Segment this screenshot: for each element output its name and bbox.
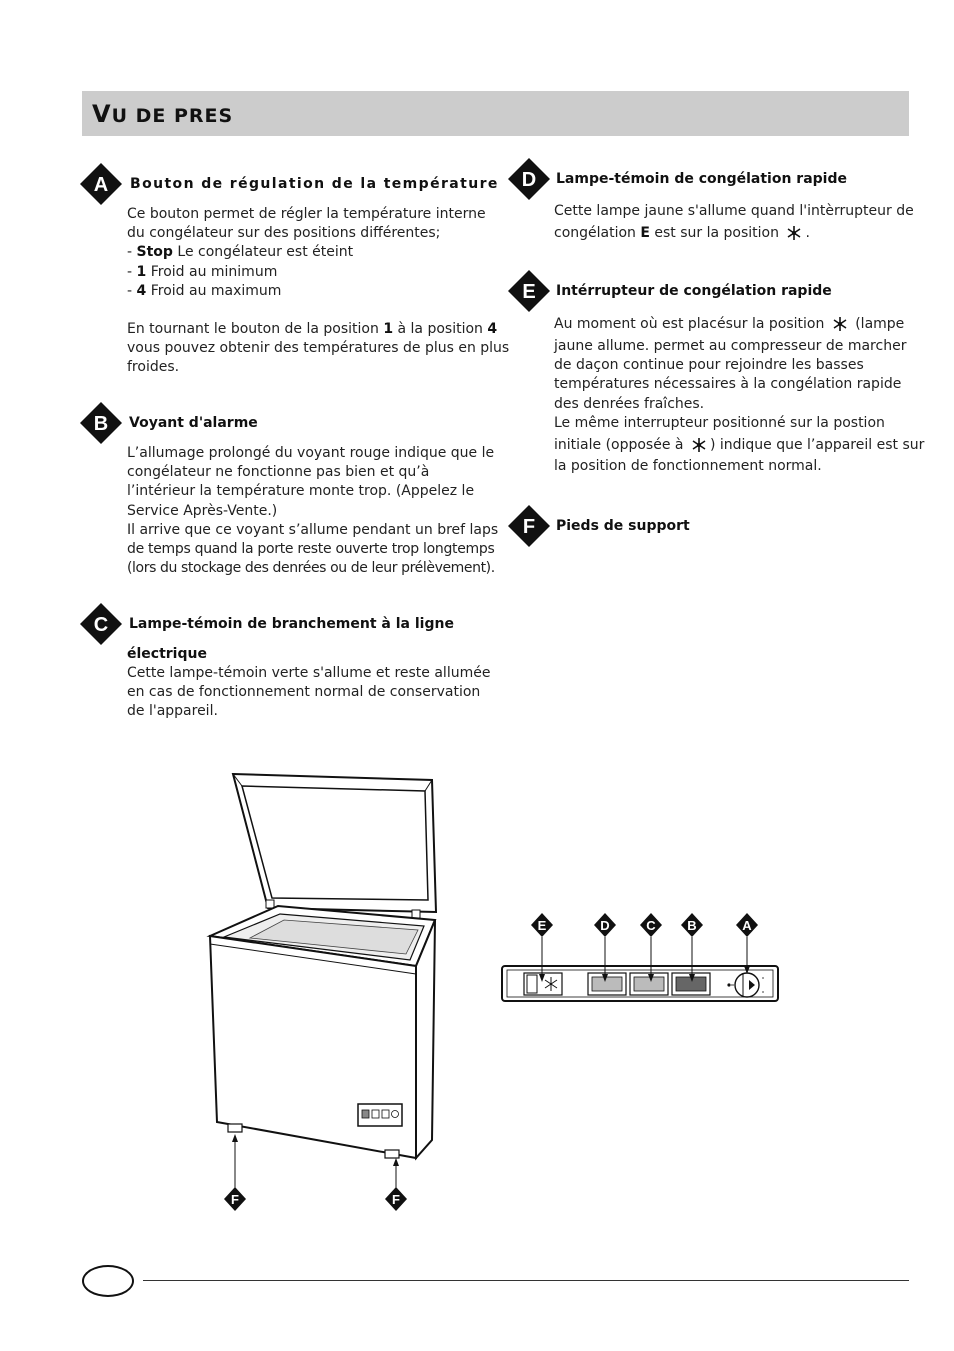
text-line: vous pouvez obtenir des températures de plus en plus — [127, 340, 510, 357]
svg-text:B: B — [93, 413, 109, 435]
text-line: (lors du stockage des denrées ou de leur prélèvement). — [127, 560, 495, 577]
page-number-oval — [82, 1265, 134, 1297]
text-line: initiale (opposée à ) indique que l’appareil est sur — [554, 437, 925, 454]
title-rest: U DE PRES — [111, 105, 234, 127]
control-panel-illustration — [498, 908, 788, 1008]
text-line: températures nécessaires à la congélation rapide — [554, 376, 902, 393]
title-cap: V — [92, 100, 112, 128]
section-e-title: Intérrupteur de congélation rapide — [556, 283, 832, 299]
text-line: des denrées fraîches. — [554, 395, 705, 412]
text-line: - Stop Le congélateur est éteint — [127, 244, 354, 261]
text-line: l’intérieur la température monte trop. (Appelez le — [127, 483, 475, 500]
text-line: - 4 Froid au maximum — [127, 282, 282, 299]
text-line: Cette lampe jaune s'allume quand l'intèrrupteur de — [554, 203, 914, 219]
badge-f-icon — [508, 505, 550, 547]
panel-label-e: E — [537, 918, 547, 933]
snowflake-icon — [831, 315, 849, 333]
badge-d-icon — [508, 158, 550, 200]
badge-a-icon — [80, 163, 122, 205]
panel-label-a: A — [742, 918, 752, 933]
section-d-body — [554, 200, 914, 244]
svg-text:F: F — [522, 516, 536, 538]
text-line: de l'appareil. — [127, 703, 218, 720]
freezer-illustration — [180, 760, 460, 1220]
svg-text:D: D — [521, 169, 537, 191]
text-line: la position de fonctionnement normal. — [554, 458, 822, 475]
text-line: Cette lampe-témoin verte s'allume et reste allumée — [127, 665, 491, 681]
text-line: froides. — [127, 359, 180, 376]
badge-b-icon — [80, 402, 122, 444]
badge-c-icon — [80, 603, 122, 645]
text-line: du congélateur sur des positions différentes; — [127, 225, 441, 242]
section-b-title: Voyant d'alarme — [129, 415, 258, 431]
panel-label-c: C — [646, 918, 656, 933]
text-line: Le même interrupteur positionné sur la postion — [554, 414, 885, 431]
svg-text:C: C — [93, 614, 109, 636]
text-line: congélateur ne fonctionne pas bien et qu’à — [127, 464, 430, 481]
panel-label-d: D — [600, 918, 610, 933]
section-c-body — [127, 664, 497, 722]
text-line: Au moment où est placésur la position (lampe — [554, 316, 905, 332]
text-line: L’allumage prolongé du voyant rouge indique que le — [127, 445, 495, 461]
text-line: En tournant le bouton de la position 1 à la position 4 — [127, 321, 498, 338]
svg-text:E: E — [522, 281, 536, 303]
section-a-body — [127, 205, 510, 378]
text-line: de daçon continue pour rejoindre les basses — [554, 357, 864, 374]
section-e-body — [554, 315, 925, 476]
foot-label: F — [231, 1192, 239, 1207]
section-c-title-2: électrique — [127, 646, 207, 662]
panel-label-b: B — [687, 918, 697, 933]
section-c-title: Lampe-témoin de branchement à la ligne — [129, 616, 454, 632]
snowflake-icon — [785, 224, 803, 242]
text-line: en cas de fonctionnement normal de conservation — [127, 684, 481, 701]
section-a-title: Bouton de régulation de la température — [130, 176, 499, 192]
section-d-title: Lampe-témoin de congélation rapide — [556, 171, 847, 187]
text-line: Ce bouton permet de régler la température interne — [127, 206, 486, 222]
svg-text:A: A — [93, 174, 109, 196]
text-line: Il arrive que ce voyant s’allume pendant un bref laps — [127, 521, 499, 538]
title-bar — [82, 91, 909, 136]
snowflake-icon — [690, 436, 708, 454]
text-line: congélation E est sur la position . — [554, 225, 810, 241]
footer-rule — [143, 1280, 909, 1281]
page-title — [92, 100, 233, 128]
text-line: - 1 Froid au minimum — [127, 263, 278, 280]
badge-e-icon — [508, 270, 550, 312]
text-line: jaune allume. permet au compresseur de marcher — [554, 338, 907, 354]
text-line: de temps quand la porte reste ouverte trop longtemps — [127, 541, 495, 558]
section-b-body — [127, 444, 497, 578]
text-line: Service Après-Vente.) — [127, 502, 278, 519]
section-f-title: Pieds de support — [556, 518, 690, 534]
foot-label: F — [392, 1192, 400, 1207]
